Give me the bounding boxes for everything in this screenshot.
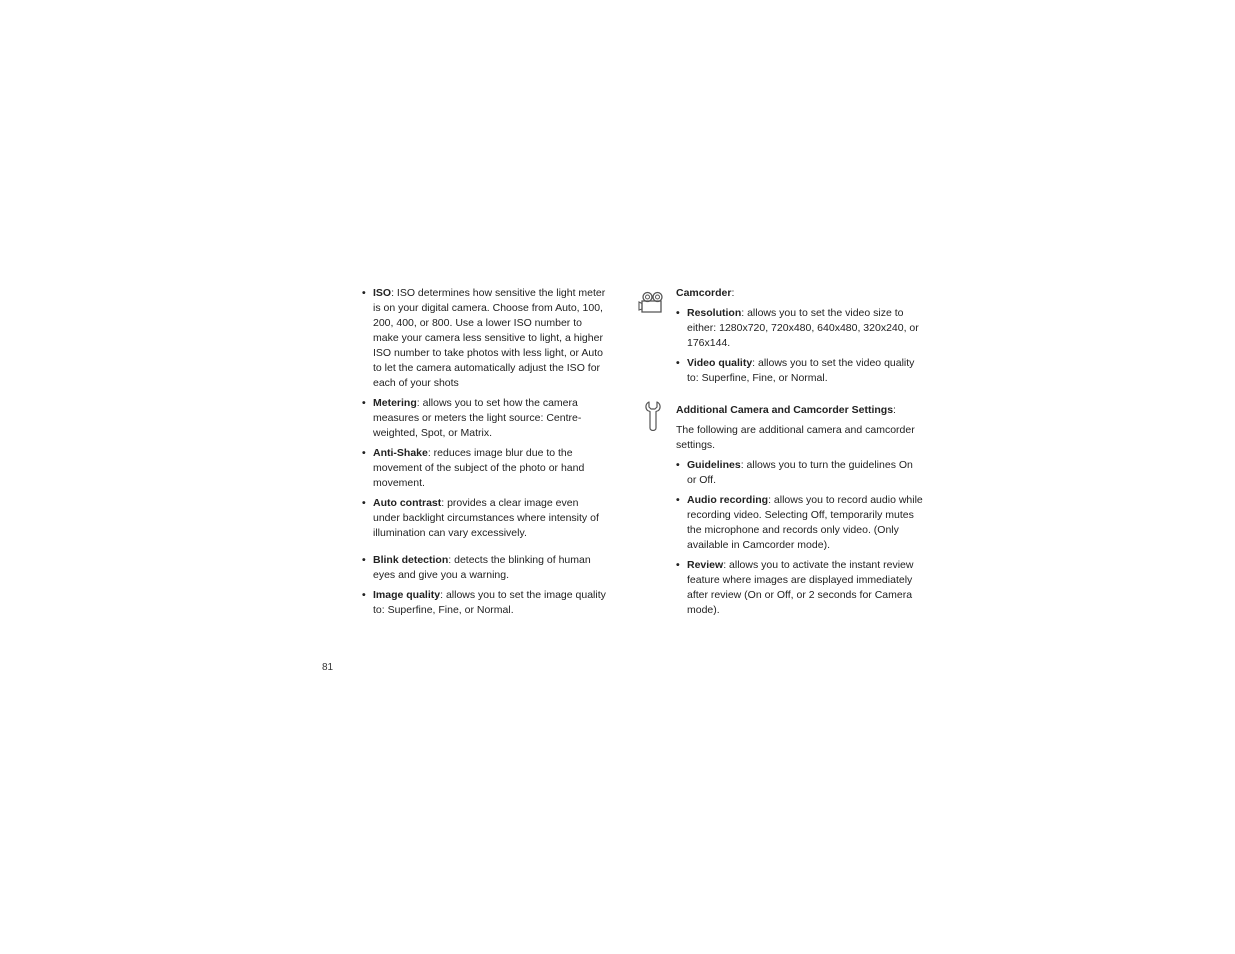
term-label: Metering	[373, 397, 417, 409]
list-item-review	[676, 558, 924, 618]
list-item-video-quality	[676, 356, 924, 386]
wrench-icon	[644, 401, 662, 431]
list-item-guidelines	[676, 458, 924, 488]
term-description: : allows you to turn the guidelines On or Off.	[687, 459, 913, 486]
list-item-blink-detection	[362, 553, 606, 583]
term-description: : reduces image blur due to the movement of the subject of the photo or hand movement.	[373, 447, 585, 489]
list-item-metering	[362, 396, 606, 441]
term-description: : provides a clear image even under backlight circumstances where intensity of illumination can vary excessively.	[373, 497, 599, 539]
term-description: : allows you to activate the instant review feature where images are displayed immediately after review (On or Off, or 2 seconds for Camera mode).	[687, 559, 914, 616]
camcorder-icon	[638, 291, 666, 315]
term-description: : ISO determines how sensitive the light meter is on your digital camera. Choose from Auto, 100, 200, 400, or 800. Use a lower ISO number to make your camera less sensitive to light, a higher ISO number to take photos with less light, or Auto to let the camera automatically adjust the ISO for each of your shots	[373, 287, 606, 389]
section-heading	[676, 286, 924, 301]
section-heading	[676, 403, 924, 418]
intro-paragraph: The following are additional camera and camcorder settings.	[676, 424, 915, 451]
term-label: Blink detection	[373, 554, 449, 566]
list-item-audio-recording	[676, 493, 924, 553]
term-label: Audio recording	[687, 494, 769, 506]
heading-colon: :	[893, 404, 896, 416]
term-description: : allows you to set the video size to either: 1280x720, 720x480, 640x480, 320x240, or 176x144.	[687, 307, 919, 349]
additional-settings-list	[676, 458, 924, 618]
term-label: Video quality	[687, 357, 753, 369]
camera-settings-list	[362, 286, 606, 618]
term-description: : allows you to set the image quality to: Superfine, Fine, or Normal.	[373, 589, 606, 616]
list-item-auto-contrast	[362, 496, 606, 541]
term-label: Anti-Shake	[373, 447, 428, 459]
term-label: Review	[687, 559, 724, 571]
list-item-image-quality	[362, 588, 606, 618]
right-column	[676, 286, 924, 630]
term-label: Guidelines	[687, 459, 741, 471]
left-column	[362, 286, 606, 623]
term-label: ISO	[373, 287, 392, 299]
camcorder-settings-list	[676, 306, 924, 386]
term-description: : allows you to record audio while recording video. Selecting Off, temporarily mutes the microphone and records only video. (Only available in Camcorder mode).	[687, 494, 923, 551]
camcorder-heading: Camcorder	[676, 287, 732, 299]
camcorder-section	[676, 286, 924, 386]
term-description: : detects the blinking of human eyes and give you a warning.	[373, 554, 591, 581]
page-number: 81	[322, 662, 334, 673]
additional-heading: Additional Camera and Camcorder Settings	[676, 404, 894, 416]
list-item-resolution	[676, 306, 924, 351]
list-item-iso	[362, 286, 606, 391]
term-description: : allows you to set how the camera measures or meters the light source: Centre-weighted, Spot, or Matrix.	[373, 397, 582, 439]
term-label: Resolution	[687, 307, 742, 319]
heading-colon: :	[731, 287, 735, 299]
term-description: : allows you to set the video quality to: Superfine, Fine, or Normal.	[687, 357, 915, 384]
term-label: Auto contrast	[373, 497, 442, 509]
term-label: Image quality	[373, 589, 441, 601]
list-item-anti-shake	[362, 446, 606, 491]
additional-settings-section	[676, 403, 924, 618]
